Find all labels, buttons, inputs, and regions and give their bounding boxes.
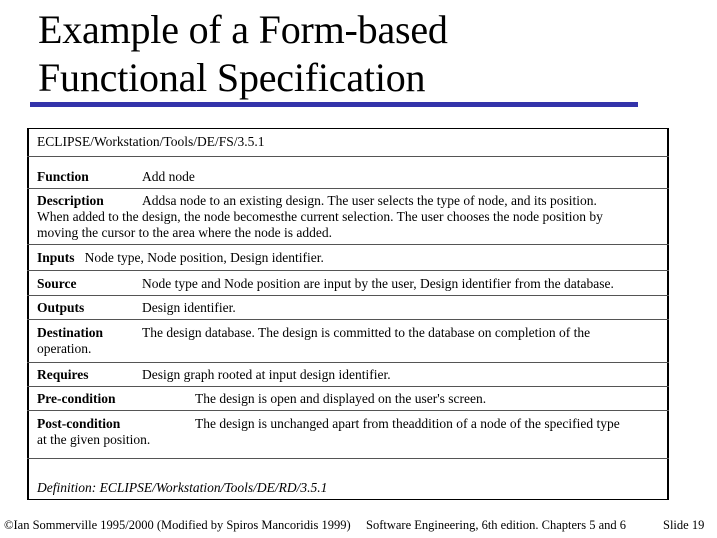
spec-form bbox=[27, 128, 669, 500]
slide-title bbox=[38, 6, 448, 102]
form-id: ECLIPSE/Workstation/Tools/DE/FS/3.5.1 bbox=[37, 134, 265, 149]
destination-continuation: operation. bbox=[37, 341, 92, 356]
description-line-1: Addsa node to an existing design. The user selects the type of node, and its position. bbox=[142, 193, 597, 208]
row-divider bbox=[27, 410, 669, 411]
row-divider bbox=[27, 156, 669, 157]
postcondition-label: Post-condition bbox=[37, 416, 121, 431]
row-divider bbox=[27, 458, 669, 459]
slide-title-line-2: Functional Specification bbox=[38, 55, 426, 100]
form-border-right bbox=[667, 128, 669, 500]
form-border-left bbox=[27, 128, 29, 500]
postcondition-value: The design is unchanged apart from theaddition of a node of the specified type bbox=[195, 416, 620, 431]
row-divider bbox=[27, 386, 669, 387]
slide-title-line-1: Example of a Form-based bbox=[38, 7, 448, 52]
inputs-label: Inputs bbox=[37, 250, 75, 265]
row-divider bbox=[27, 244, 669, 245]
inputs-row bbox=[37, 250, 324, 266]
source-label: Source bbox=[37, 276, 77, 291]
title-underline bbox=[30, 102, 638, 107]
destination-label: Destination bbox=[37, 325, 104, 340]
destination-value: The design database. The design is committed to the database on completion of the bbox=[142, 325, 591, 340]
postcondition-continuation: at the given position. bbox=[37, 432, 151, 447]
function-label: Function bbox=[37, 169, 89, 184]
footer-copyright: ©Ian Sommerville 1995/2000 (Modified by Spiros Mancoridis 1999) bbox=[4, 518, 351, 532]
form-border-bottom bbox=[27, 499, 669, 500]
requires-label: Requires bbox=[37, 367, 89, 382]
row-divider bbox=[27, 188, 669, 189]
row-divider bbox=[27, 319, 669, 320]
description-label: Description bbox=[37, 193, 104, 208]
form-border-top bbox=[27, 128, 669, 129]
row-divider bbox=[27, 270, 669, 271]
definition-reference: Definition: ECLIPSE/Workstation/Tools/DE/RD/3.5.1 bbox=[37, 480, 328, 495]
row-divider bbox=[27, 362, 669, 363]
precondition-value: The design is open and displayed on the user's screen. bbox=[195, 391, 487, 406]
description-line-3: moving the cursor to the area where the node is added. bbox=[37, 225, 333, 240]
outputs-label: Outputs bbox=[37, 300, 85, 315]
source-value: Node type and Node position are input by the user, Design identifier from the database. bbox=[142, 276, 614, 291]
row-divider bbox=[27, 295, 669, 296]
precondition-label: Pre-condition bbox=[37, 391, 116, 406]
function-value: Add node bbox=[142, 169, 195, 184]
inputs-value: Node type, Node position, Design identifier. bbox=[84, 250, 324, 265]
requires-value: Design graph rooted at input design identifier. bbox=[142, 367, 391, 382]
footer-book: Software Engineering, 6th edition. Chapters 5 and 6 bbox=[366, 518, 627, 532]
description-line-2: When added to the design, the node becomesthe current selection. The user chooses the node position by bbox=[37, 209, 603, 224]
footer-slide-number: Slide 19 bbox=[663, 518, 705, 532]
outputs-value: Design identifier. bbox=[142, 300, 236, 315]
